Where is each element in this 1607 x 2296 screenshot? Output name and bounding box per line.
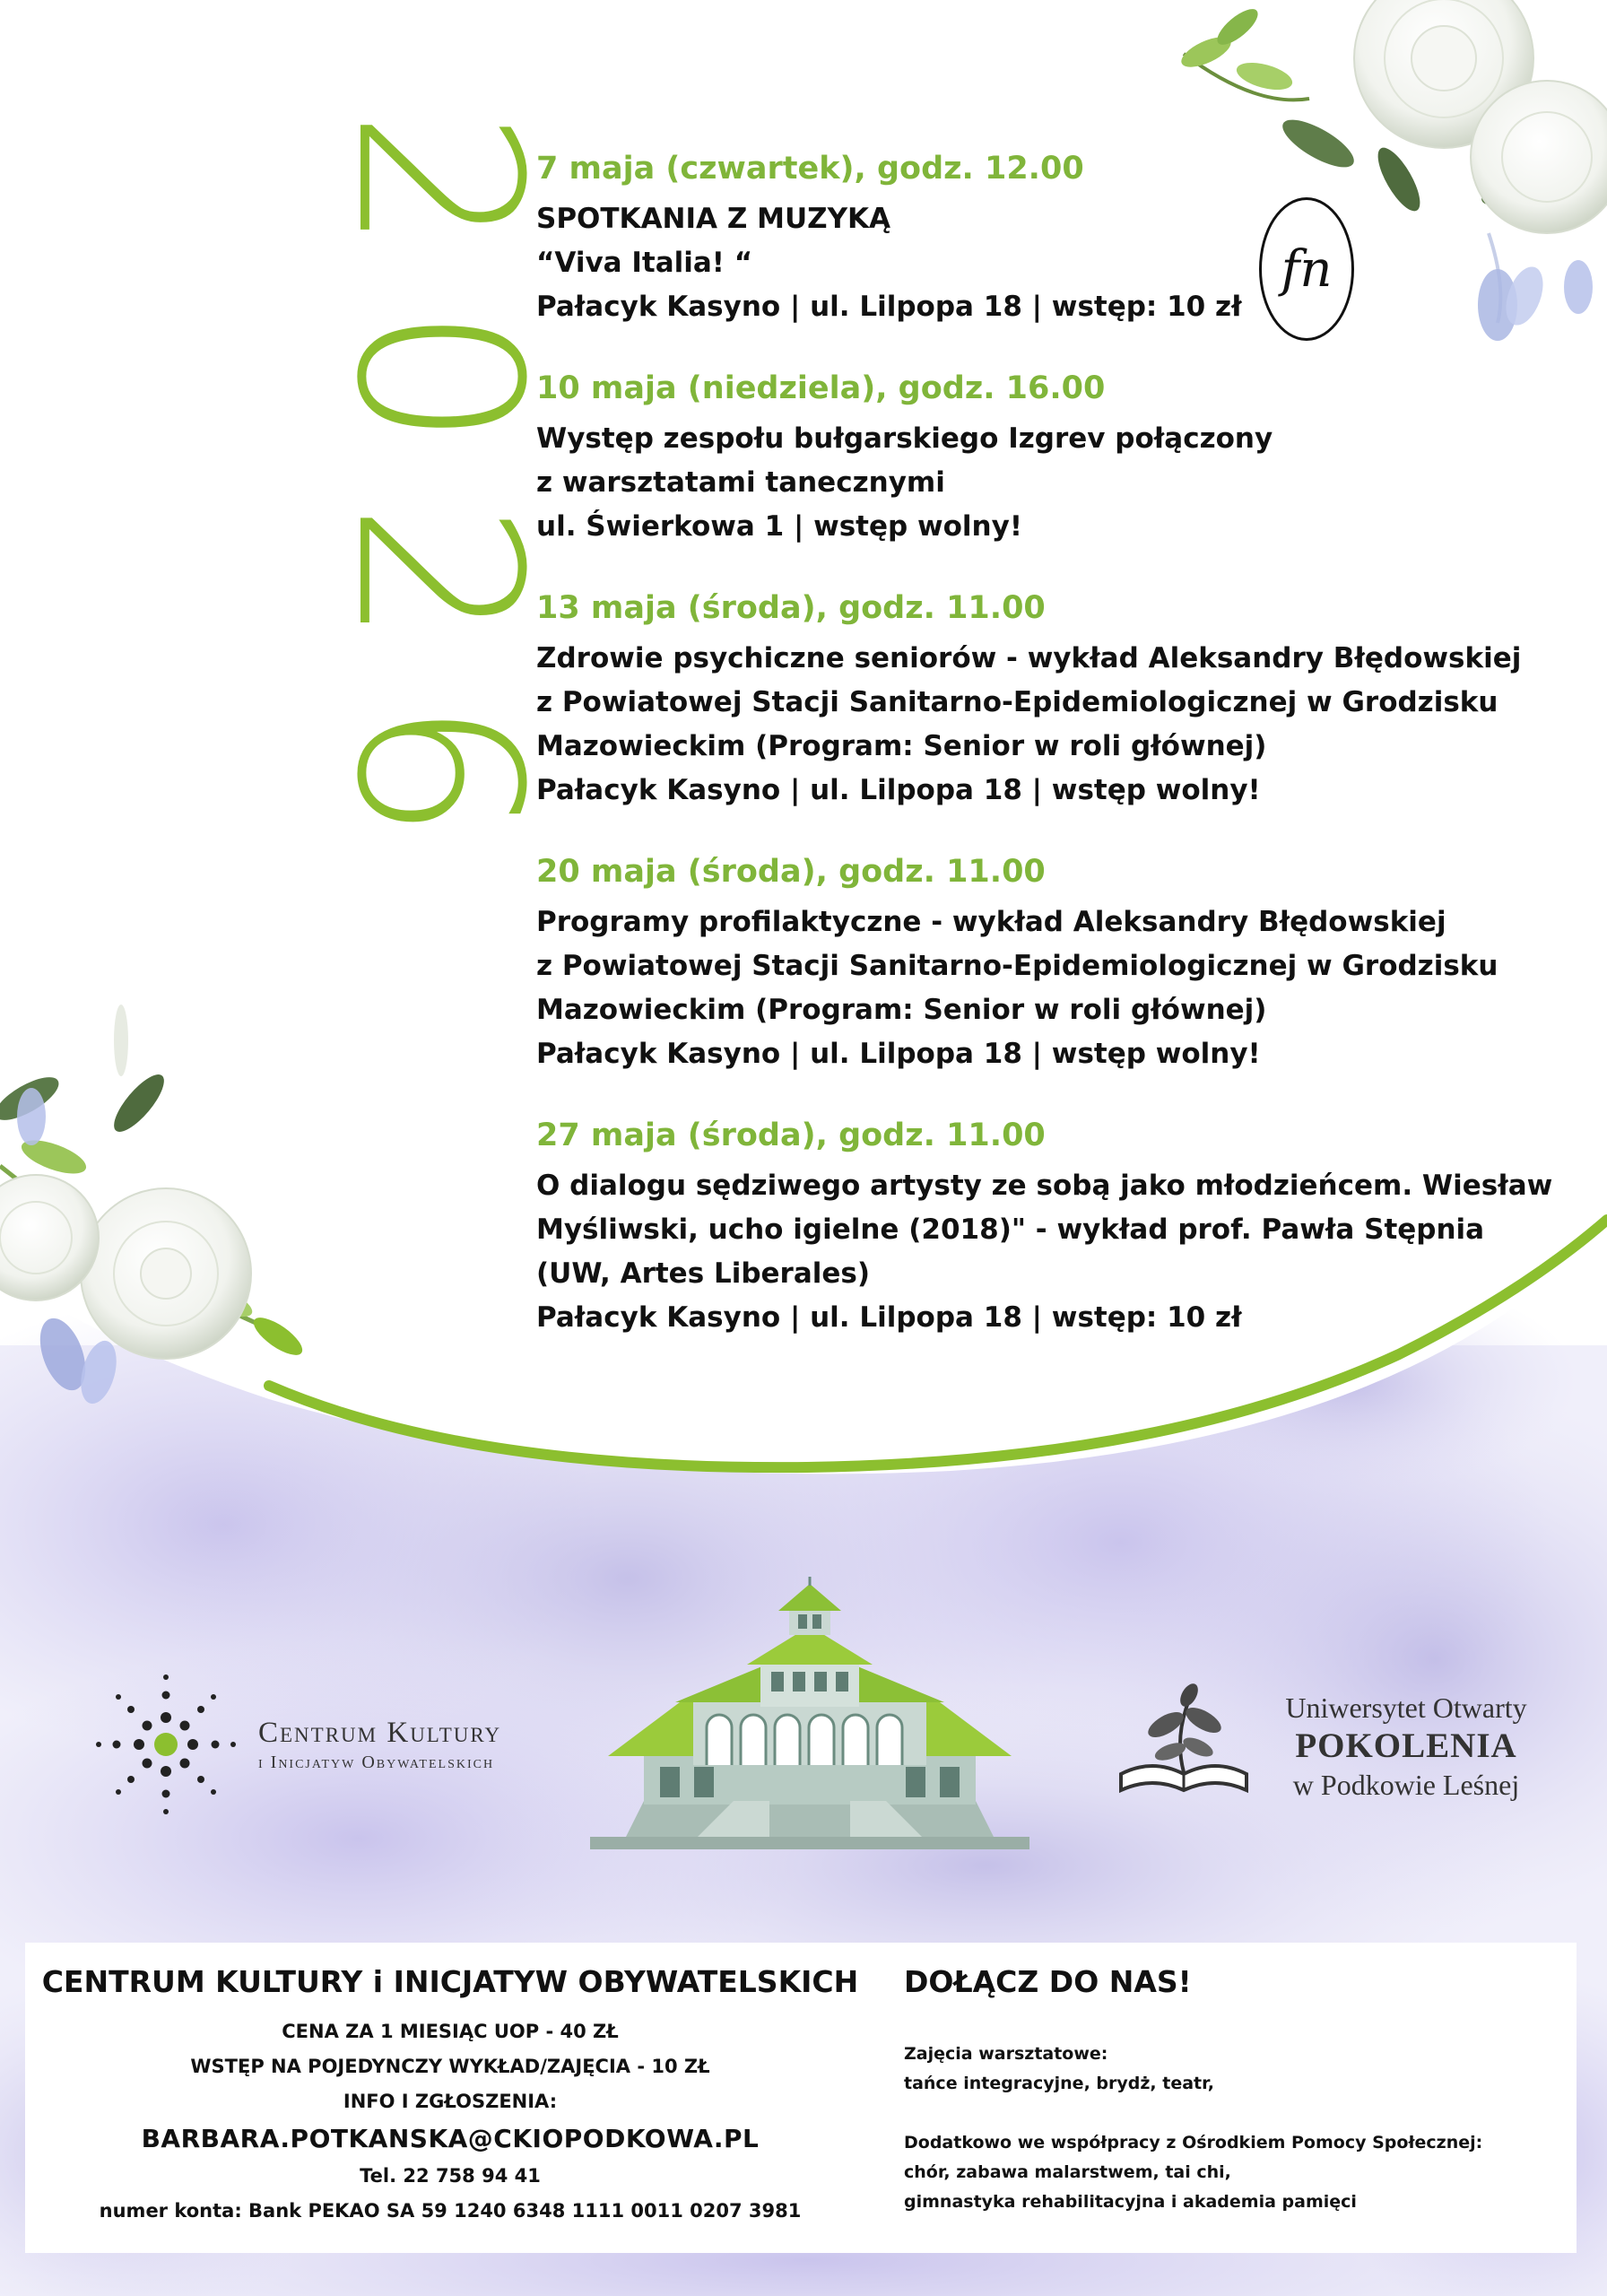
join-line: chór, zabawa malarstwem, tai chi,: [904, 2162, 1231, 2182]
event-line: z Powiatowej Stacji Sanitarno-Epidemiologicznej w Grodzisku: [536, 686, 1498, 718]
event-line: Pałacyk Kasyno | ul. Lilpopa 18 | wstęp: 10 zł: [536, 291, 1242, 323]
uop-line1: Uniwersytet Otwarty: [1285, 1692, 1527, 1724]
event-line: Programy profilaktyczne - wykład Aleksandry Błędowskiej: [536, 906, 1446, 938]
email-link[interactable]: BARBARA.POTKANSKA@CKIOPODKOWA.PL: [141, 2124, 760, 2153]
uop-logo-text: [1263, 1690, 1550, 1803]
join-title: DOŁĄCZ DO NAS!: [904, 1964, 1192, 1999]
event-line: “Viva Italia! “: [536, 247, 753, 279]
join-line: gimnastyka rehabilitacyjna i akademia pamięci: [904, 2192, 1357, 2212]
event-line: Mazowieckim (Program: Senior w roli głównej): [536, 994, 1267, 1026]
event-line: z Powiatowej Stacji Sanitarno-Epidemiologicznej w Grodzisku: [536, 950, 1498, 982]
account-line: numer konta: Bank PEKAO SA 59 1240 6348 1111 0011 0207 3981: [99, 2200, 802, 2222]
event-date: 13 maja (środa), godz. 11.00: [536, 590, 1046, 626]
event-line: (UW, Artes Liberales): [536, 1257, 871, 1290]
join-line: Zajęcia warsztatowe:: [904, 2044, 1108, 2064]
ck-name: Centrum Kultury: [258, 1717, 502, 1749]
join-line: tańce integracyjne, brydż, teatr,: [904, 2074, 1214, 2093]
join-section: [904, 1943, 1568, 2217]
event-line: Występ zespołu bułgarskiego Izgrev połączony: [536, 422, 1273, 455]
footer-box: [25, 1943, 1577, 2253]
event-item: [536, 144, 1568, 329]
event-item: [536, 847, 1568, 1076]
event-line: z warsztatami tanecznymi: [536, 466, 945, 499]
sun-dots-icon: [90, 1668, 242, 1821]
building-icon: [590, 1577, 1029, 1855]
event-line: O dialogu sędziwego artysty ze sobą jako młodzieńcem. Wiesław: [536, 1170, 1553, 1202]
join-line: Dodatkowo we współpracy z Ośrodkiem Pomocy Społecznej:: [904, 2133, 1483, 2152]
event-line: Zdrowie psychiczne seniorów - wykład Aleksandry Błędowskiej: [536, 642, 1522, 674]
event-item: [536, 1110, 1568, 1340]
event-date: 20 maja (środa), godz. 11.00: [536, 854, 1046, 890]
single-entry-line: WSTĘP NA POJEDYNCZY WYKŁAD/ZAJĘCIA - 10 ZŁ: [190, 2056, 710, 2077]
event-line: ul. Świerkowa 1 | wstęp wolny!: [536, 510, 1022, 543]
event-line: Pałacyk Kasyno | ul. Lilpopa 18 | wstęp wolny!: [536, 1038, 1261, 1070]
ck-subtitle: i Inicjatyw Obywatelskich: [258, 1752, 495, 1772]
price-line: CENA ZA 1 MIESIĄC UOP - 40 ZŁ: [282, 2021, 619, 2042]
uop-line2: POKOLENIA: [1295, 1726, 1517, 1765]
event-line: SPOTKANIA Z MUZYKĄ: [536, 203, 891, 235]
phone-line: Tel. 22 758 94 41: [360, 2165, 541, 2187]
year-heading: 2026: [308, 109, 569, 896]
event-line: Pałacyk Kasyno | ul. Lilpopa 18 | wstęp: 10 zł: [536, 1301, 1242, 1334]
event-list: [536, 144, 1568, 1374]
event-line: Myśliwski, ucho igielne (2018)" - wykład prof. Pawła Stępnia: [536, 1213, 1485, 1246]
fn-logo: fn: [1259, 197, 1354, 341]
book-plant-icon: [1112, 1675, 1255, 1801]
event-date: 27 maja (środa), godz. 11.00: [536, 1118, 1046, 1153]
uop-line3: w Podkowie Leśnej: [1292, 1769, 1520, 1801]
footer-title: CENTRUM KULTURY i INICJATYW OBYWATELSKICH: [41, 1964, 859, 1999]
ck-logo-text: [258, 1715, 501, 1774]
event-line: Mazowieckim (Program: Senior w roli głównej): [536, 730, 1267, 762]
join-details: [904, 2039, 1568, 2217]
event-date: 7 maja (czwartek), godz. 12.00: [536, 151, 1084, 187]
event-date: 10 maja (niedziela), godz. 16.00: [536, 370, 1106, 406]
info-line: INFO I ZGŁOSZENIA:: [343, 2091, 558, 2112]
footer-info: [25, 1943, 875, 2229]
event-item: [536, 583, 1568, 813]
event-line: Pałacyk Kasyno | ul. Lilpopa 18 | wstęp wolny!: [536, 774, 1261, 806]
event-item: [536, 363, 1568, 549]
